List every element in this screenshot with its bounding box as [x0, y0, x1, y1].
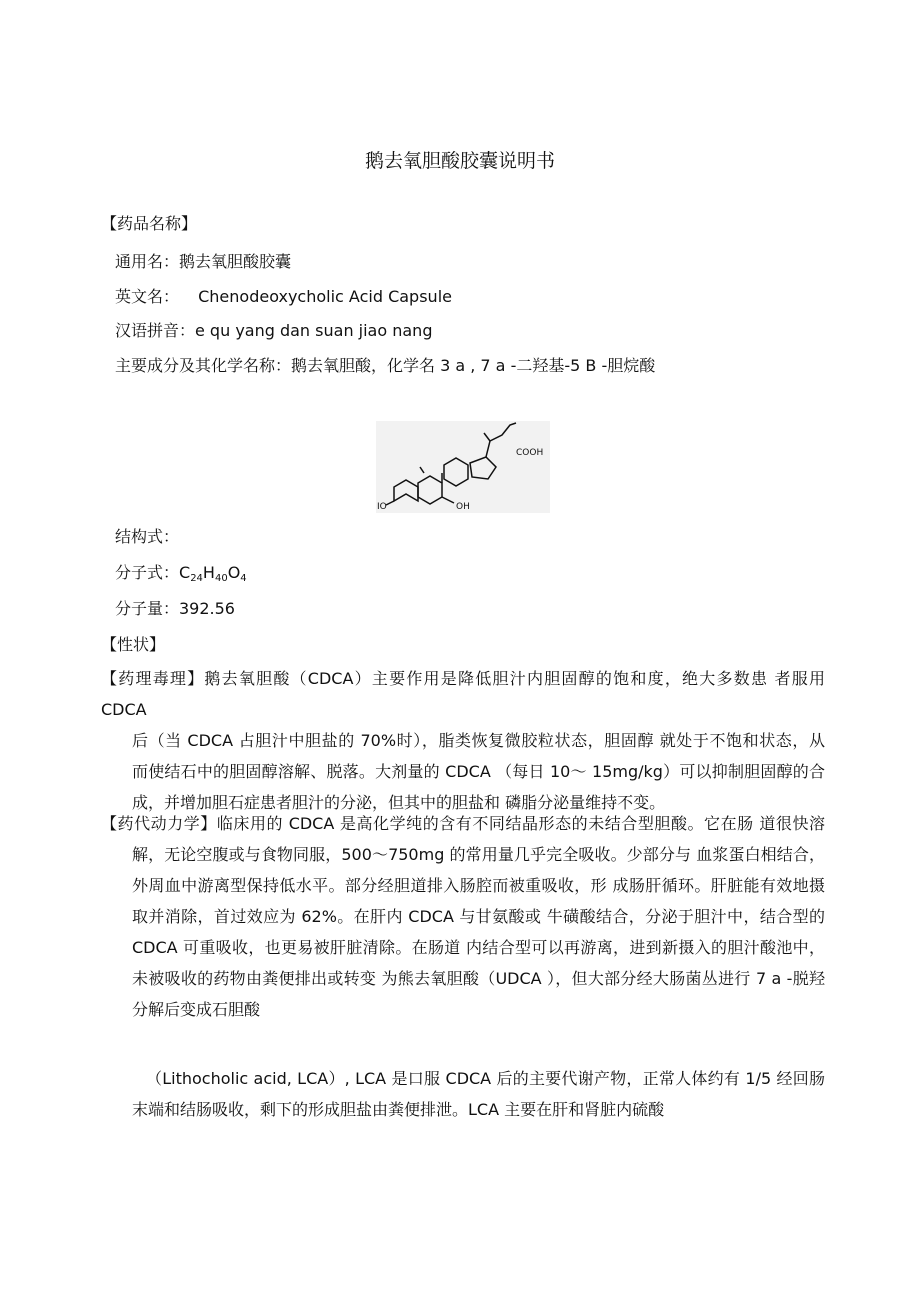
- molecular-formula-label: 分子式：: [115, 563, 180, 582]
- pinyin-name: 汉语拼音：e qu yang dan suan jiao nang: [115, 321, 433, 340]
- pharmacokinetics-line: 外周血中游离型保持低水平。部分经胆道排入肠腔而被重吸收，形 成肠肝循环。肝脏能有效地摄: [132, 876, 825, 895]
- pharmacokinetics-line: 解，无论空腹或与食物同服，500～750mg 的常用量几乎完全吸收。少部分与 血浆蛋白相结合，: [132, 845, 825, 864]
- formula-o-count: 4: [240, 573, 247, 584]
- structural-formula-label: 结构式：: [115, 527, 180, 546]
- pharmacology-paragraph: [101, 663, 825, 818]
- pharmacokinetics-paragraph: [101, 808, 825, 1025]
- continuation-line: 末端和结肠吸收，剩下的形成胆盐由粪便排泄。LCA 主要在肝和肾脏内硫酸: [132, 1100, 665, 1119]
- formula-h: H: [202, 563, 215, 582]
- english-name-value: Chenodeoxycholic Acid Capsule: [198, 287, 452, 306]
- structure-background: [376, 421, 550, 513]
- pharmacology-line: 【药理毒理】鹅去氧胆酸（CDCA）主要作用是降低胆汁内胆固醇的饱和度，绝大多数患 者服用 CDCA: [101, 669, 825, 719]
- molecular-weight: 分子量：392.56: [115, 599, 235, 618]
- pharmacokinetics-line: 【药代动力学】临床用的 CDCA 是高化学纯的含有不同结晶形态的未结合型胆酸。它在肠 道很快溶: [101, 814, 825, 833]
- pharmacokinetics-line: 分解后变成石胆酸: [132, 1000, 261, 1019]
- formula-o: O: [227, 563, 241, 582]
- pharmacokinetics-line: CDCA 可重吸收，也更易被肝脏清除。在肠道 内结合型可以再游离，进到新摄入的胆汁酸池中，: [132, 938, 825, 957]
- composition: 主要成分及其化学名称：鹅去氧胆酸，化学名 3 a , 7 a -二羟基-5 B -胆烷酸: [115, 356, 656, 375]
- english-name: [115, 284, 452, 307]
- formula-c-count: 24: [190, 573, 203, 584]
- english-name-label: 英文名：: [115, 287, 180, 306]
- drug-name-heading: 【药品名称】: [101, 214, 198, 233]
- chemical-structure-image: [376, 421, 550, 513]
- molecular-formula: [115, 560, 247, 584]
- pharmacokinetics-continuation: [132, 1063, 825, 1125]
- formula-c: C: [179, 563, 191, 582]
- pharmacokinetics-line: 未被吸收的药物由粪便排出或转变 为熊去氧胆酸（UDCA ），但大部分经大肠菌丛进行 7 a -脱羟: [132, 969, 825, 988]
- pharmacokinetics-line: 取并消除，首过效应为 62%。在肝内 CDCA 与甘氨酸或 牛磺酸结合，分泌于胆汁中，结合型的: [132, 907, 825, 926]
- document-title: 鹅去氧胆酸胶囊说明书: [364, 150, 555, 172]
- generic-name: 通用名：鹅去氧胆酸胶囊: [115, 252, 292, 271]
- continuation-line: （Lithocholic acid, LCA）, LCA 是口服 CDCA 后的主要代谢产物，正常人体约有 1/5 经回肠: [146, 1069, 825, 1088]
- pharmacology-line: 成，并增加胆石症患者胆汁的分泌，但其中的胆盐和 磷脂分泌量维持不变。: [132, 793, 666, 812]
- pharmacology-line: 而使结石中的胆固醇溶解、脱落。大剂量的 CDCA （每日 10～ 15mg/kg）可以抑制胆固醇的合: [132, 762, 825, 781]
- properties-heading: 【性状】: [101, 635, 166, 654]
- formula-h-count: 40: [214, 573, 228, 584]
- cooh-label: COOH: [516, 448, 544, 458]
- pharmacology-line: 后（当 CDCA 占胆汁中胆盐的 70%时），脂类恢复微胶粒状态，胆固醇 就处于不饱和状态，从: [132, 731, 825, 750]
- oh-label: OH: [456, 502, 470, 512]
- ho-label: IO: [377, 502, 387, 512]
